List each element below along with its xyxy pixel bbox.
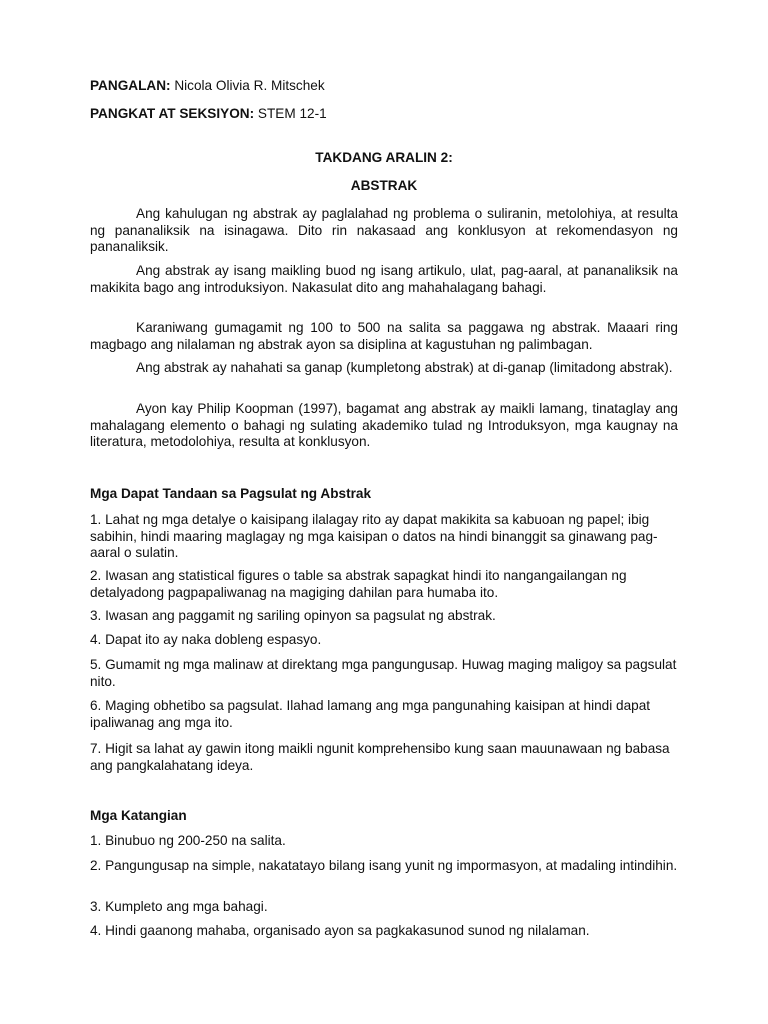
paragraph-summary: Ang abstrak ay isang maikling buod ng isang artikulo, ulat, pag-aaral, at pananaliksik na makikita bago ang introduksiyon. Nakasulat dito ang mahahalagang bahagi. (90, 263, 678, 295)
name-value: Nicola Olivia R. Mitschek (174, 78, 325, 93)
section-value: STEM 12-1 (257, 106, 327, 121)
guidelines-heading: Mga Dapat Tandaan sa Pagsulat ng Abstrak (90, 486, 372, 501)
characteristic-item: 3. Kumpleto ang mga bahagi. (90, 899, 268, 914)
guideline-item: 3. Iwasan ang paggamit ng sariling opinyon sa pagsulat ng abstrak. (90, 608, 496, 623)
paragraph-koopman: Ayon kay Philip Koopman (1997), bagamat ang abstrak ay maikli lamang, tinataglay ang mahalagang elemento o bahagi ng sulating akademiko tulad ng Introduksyon, mga kaugnay na literatura, metodolohiya, resulta at konklusyon. (90, 401, 678, 450)
paragraph-word-count: Karaniwang gumagamit ng 100 to 500 na salita sa paggawa ng abstrak. Maaari ring magbago ang nilalaman ng abstrak ayon sa disiplina at kagustuhan ng palimbagan. (90, 320, 678, 352)
name-line (90, 78, 690, 95)
guideline-item: 2. Iwasan ang statistical figures o table sa abstrak sapagkat hindi ito nangangailangan ng detalyadong pagpapaliwanag na magiging dahilan para humaba ito. (90, 568, 627, 600)
characteristics-heading: Mga Katangian (90, 808, 187, 823)
characteristic-item: 2. Pangungusap na simple, nakatatayo bilang isang yunit ng impormasyon, at madaling intindihin. (90, 858, 678, 873)
paragraph-definition: Ang kahulugan ng abstrak ay paglalahad ng problema o suliranin, metolohiya, at resulta ng pananaliksik na isinagawa. Dito rin nakasaad ang konklusyon at rekomendasyon ng pananaliksik. (90, 206, 678, 255)
guideline-item: 1. Lahat ng mga detalye o kaisipang ilalagay rito ay dapat makikita sa kabuoan ng papel; ibig sabihin, hindi maaring maglagay ng mga kaisipan o datos na hindi binanggit sa ginawang pag-aaral o sulatin. (90, 512, 658, 561)
document-subtitle: ABSTRAK (350, 178, 418, 193)
guideline-item: 4. Dapat ito ay naka dobleng espasyo. (90, 632, 322, 647)
section-label: PANGKAT AT SEKSIYON: (90, 106, 255, 121)
name-label: PANGALAN: (90, 78, 171, 93)
guideline-item: 5. Gumamit ng mga malinaw at direktang mga pangungusap. Huwag maging maligoy sa pagsulat nito. (90, 657, 677, 689)
document-title: TAKDANG ARALIN 2: (315, 150, 453, 165)
guideline-item: 7. Higit sa lahat ay gawin itong maikli ngunit komprehensibo kung saan mauunawaan ng babasa ang pangkalahatang ideya. (90, 741, 670, 773)
characteristic-item: 1. Binubuo ng 200-250 na salita. (90, 833, 286, 848)
paragraph-types: Ang abstrak ay nahahati sa ganap (kumpletong abstrak) at di-ganap (limitadong abstrak). (136, 360, 673, 375)
characteristic-item: 4. Hindi gaanong mahaba, organisado ayon sa pagkakasunod sunod ng nilalaman. (90, 923, 590, 938)
guideline-item: 6. Maging obhetibo sa pagsulat. Ilahad lamang ang mga pangunahing kaisipan at hindi dapat ipaliwanag ang mga ito. (90, 698, 651, 730)
section-line (90, 106, 690, 123)
